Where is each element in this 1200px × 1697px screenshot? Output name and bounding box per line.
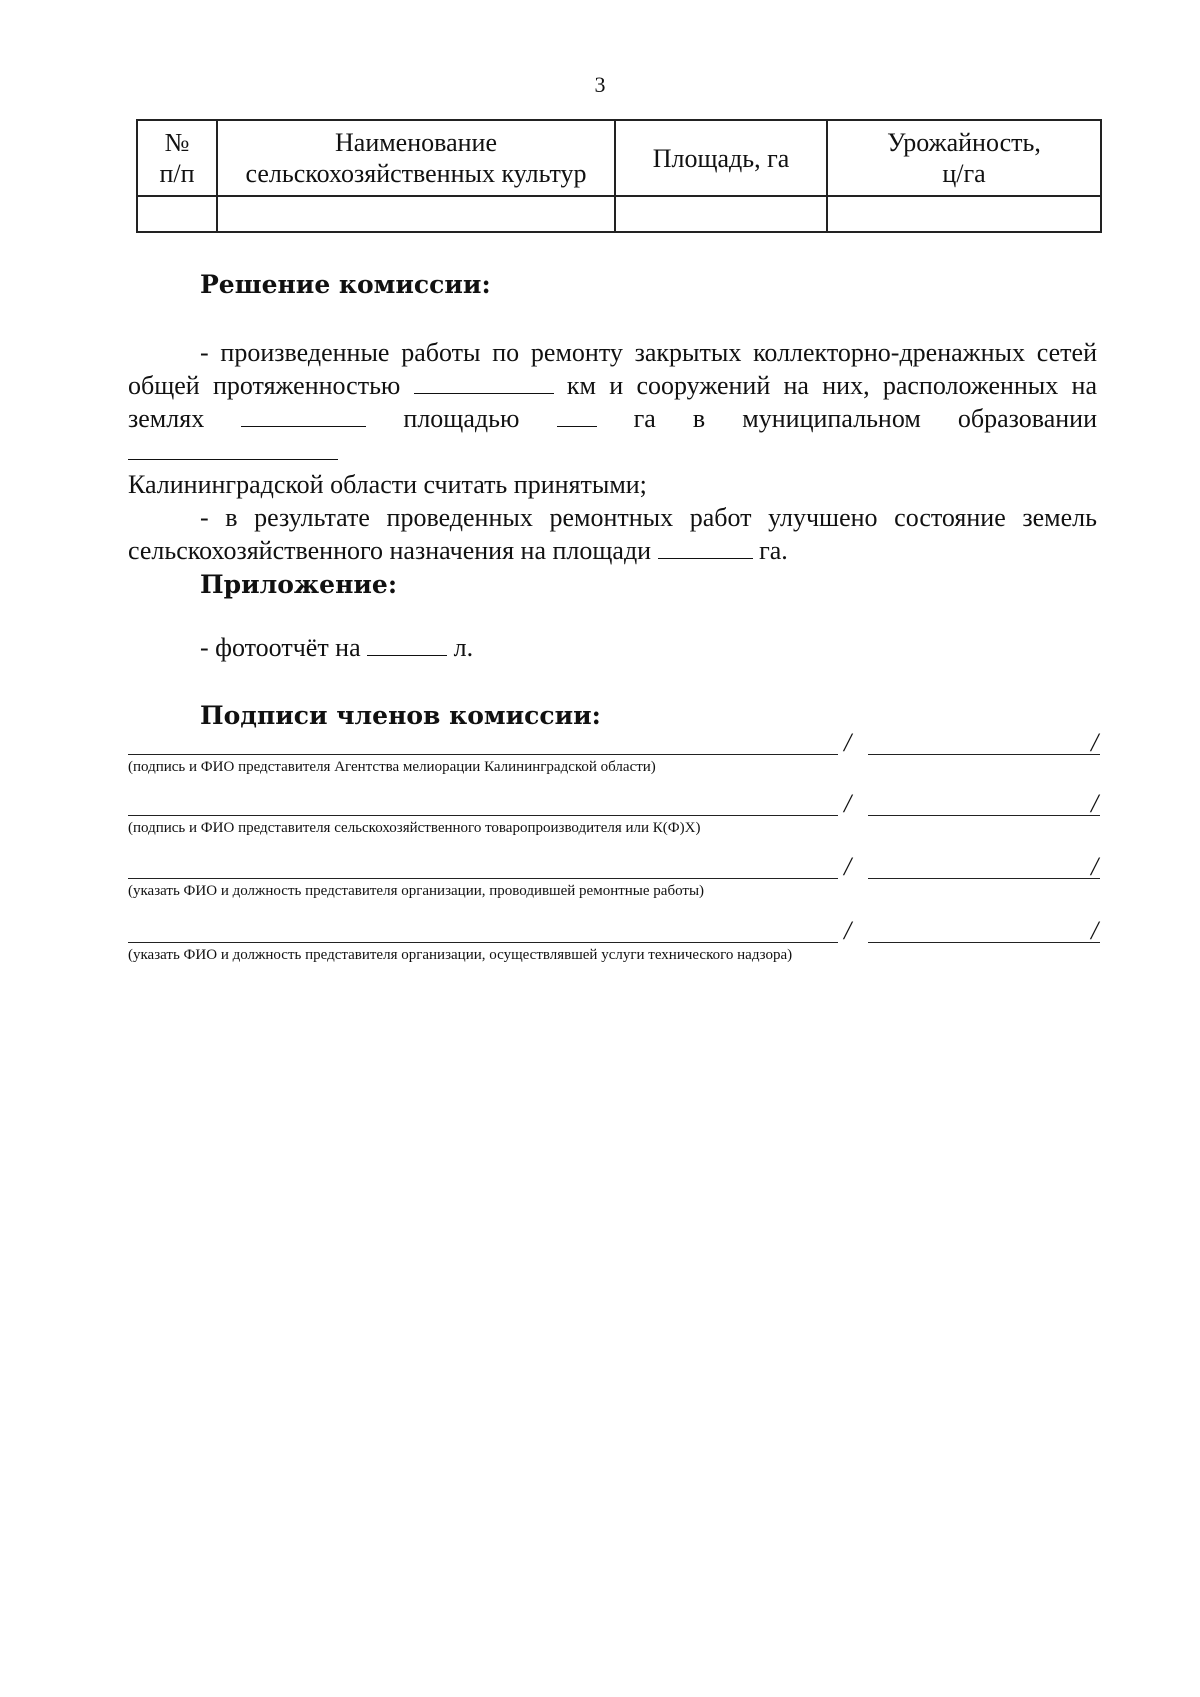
area-ha-field[interactable] [557,402,597,427]
decision-line-6 [128,534,1097,567]
header-yield [827,120,1101,196]
appendix-item-text-a: - фотоотчёт на [200,633,361,662]
length-km-field[interactable] [414,369,554,394]
decision-line-3-text-c: га в муниципальном образовании [633,404,1098,433]
slash: / [1091,916,1099,945]
decision-line-2 [128,369,1097,402]
decision-paragraph [128,336,1097,567]
slash: / [844,728,852,757]
signature-row-2 [128,789,1108,849]
fio-line[interactable] [868,815,1100,816]
header-crop-name-line2: сельскохозяйственных культур [245,159,587,188]
header-area: Площадь, га [615,120,827,196]
decision-line-4: Калининградской области считать принятыми; [128,470,647,499]
page-number: 3 [594,72,606,97]
cell-crop-name[interactable] [217,196,615,232]
decision-line-1: - произведенные работы по ремонту закрытых коллекторно-дренажных сетей [200,338,1097,367]
signature-row-4 [128,916,1108,976]
decision-line-3-text-b: площадью [403,404,520,433]
municipality-field[interactable] [128,435,338,460]
fio-line[interactable] [868,942,1100,943]
signature-caption: (указать ФИО и должность представителя организации, проводившей ремонтные работы) [128,883,705,899]
signature-row-1 [128,728,1108,788]
cell-area[interactable] [615,196,827,232]
signature-line[interactable] [128,815,838,816]
signature-caption: (указать ФИО и должность представителя организации, осуществлявшей услуги технического надзора) [128,947,793,963]
improved-area-field[interactable] [658,534,753,559]
signature-line[interactable] [128,878,838,879]
fio-line[interactable] [868,878,1100,879]
crops-table [136,119,1102,233]
appendix-item-text-b: л. [453,633,474,662]
slash: / [844,852,852,881]
slash: / [844,916,852,945]
header-yield-line2: ц/га [942,159,986,188]
signature-line[interactable] [128,754,838,755]
decision-line-2-text-b: км и сооружений на них, расположенных на [566,371,1098,400]
lands-field[interactable] [241,402,366,427]
header-yield-line1: Урожайность, [887,128,1041,157]
header-number-line2: п/п [159,159,195,188]
header-crop-name [217,120,615,196]
header-number-line1: № [164,128,190,157]
decision-line-3 [128,402,1097,468]
header-number [137,120,217,196]
table-header-row [137,120,1101,196]
slash: / [1091,789,1099,818]
cell-yield[interactable] [827,196,1101,232]
decision-line-3-text-a: землях [128,404,205,433]
decision-line-6-text-a: сельскохозяйственного назначения на площади [128,536,652,565]
decision-line-2-text-a: общей протяженностью [128,371,401,400]
table-row [137,196,1101,232]
signatures-title: Подписи членов комиссии: [200,701,601,730]
slash: / [1091,728,1099,757]
signature-line[interactable] [128,942,838,943]
cell-number[interactable] [137,196,217,232]
signature-caption: (подпись и ФИО представителя сельскохозяйственного товаропроизводителя или К(Ф)Х) [128,820,701,836]
slash: / [1091,852,1099,881]
decision-line-6-text-b: га. [759,536,788,565]
fio-line[interactable] [868,754,1100,755]
slash: / [844,789,852,818]
appendix-title: Приложение: [200,570,398,599]
signature-row-3 [128,852,1108,912]
appendix-item [200,631,800,664]
header-crop-name-line1: Наименование [335,128,497,157]
decision-title: Решение комиссии: [200,270,491,299]
photo-report-sheets-field[interactable] [367,631,447,656]
signature-caption: (подпись и ФИО представителя Агентства мелиорации Калининградской области) [128,759,656,775]
decision-line-5: - в результате проведенных ремонтных работ улучшено состояние земель [200,503,1097,532]
